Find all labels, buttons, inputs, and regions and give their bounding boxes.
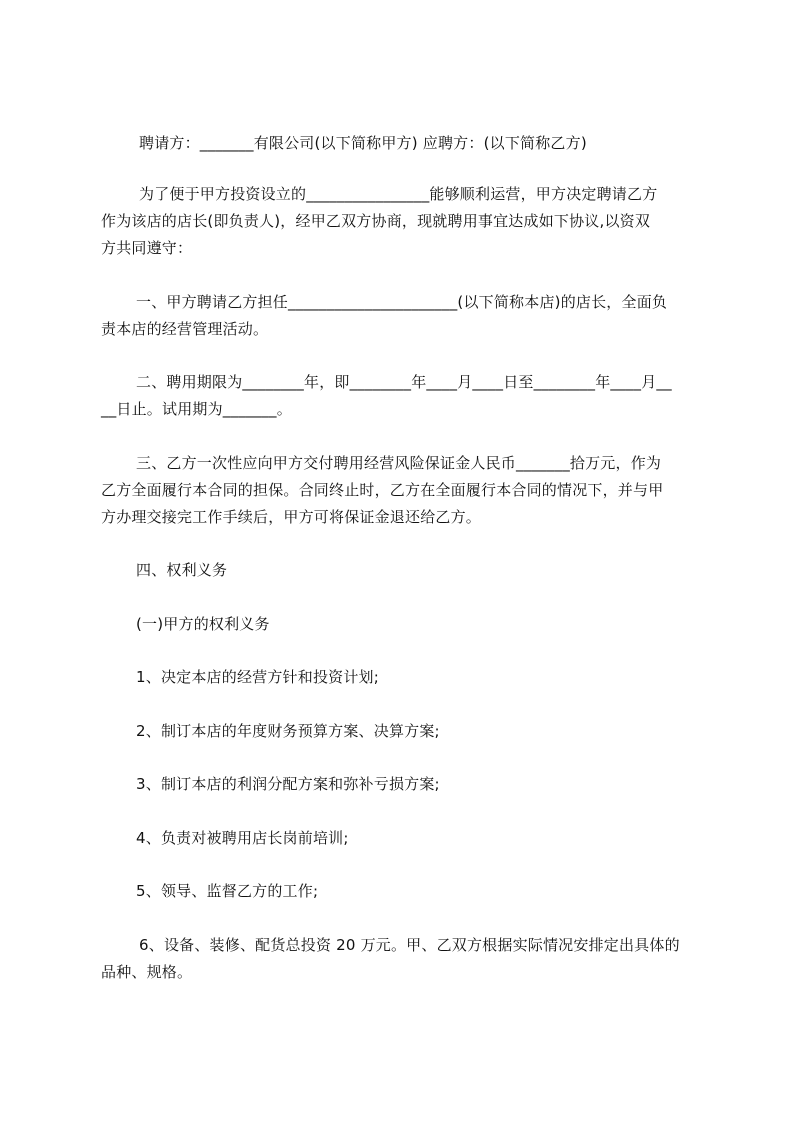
item-4: 4、负责对被聘用店长岗前培训; (136, 829, 349, 847)
intro-line-1: 为了便于甲方投资设立的________________能够顺利运营，甲方决定聘请乙方 (139, 185, 658, 203)
contract-parties-header: 聘请方：_______有限公司(以下简称甲方) 应聘方：(以下简称乙方) (139, 134, 587, 152)
intro-line-3: 方共同遵守： (101, 239, 193, 257)
item-3: 3、制订本店的利润分配方案和弥补亏损方案; (136, 775, 440, 793)
item-5: 5、领导、监督乙方的工作; (136, 882, 319, 900)
item-2: 2、制订本店的年度财务预算方案、决算方案; (136, 722, 440, 740)
clause-1-line-1: 一、甲方聘请乙方担任______________________(以下简称本店)的店长，全面负 (136, 293, 668, 311)
clause-3-line-1: 三、乙方一次性应向甲方交付聘用经营风险保证金人民币_______拾万元，作为 (136, 454, 662, 472)
subsection-1-title: (一)甲方的权利义务 (136, 615, 270, 633)
clause-1-line-2: 责本店的经营管理活动。 (101, 320, 269, 338)
clause-2-line-2: __日止。试用期为_______。 (101, 400, 292, 418)
section-4-title: 四、权利义务 (136, 561, 228, 579)
clause-2-line-1: 二、聘用期限为________年，即________年____月____日至________年____月__ (136, 373, 672, 391)
clause-3-line-2: 乙方全面履行本合同的担保。合同终止时，乙方在全面履行本合同的情况下，并与甲 (101, 481, 664, 499)
item-1: 1、决定本店的经营方针和投资计划; (136, 668, 379, 686)
clause-3-line-3: 方办理交接完工作手续后，甲方可将保证金退还给乙方。 (101, 508, 482, 526)
item-6-line-1: 6、设备、装修、配货总投资 20 万元。甲、乙双方根据实际情况安排定出具体的 (139, 936, 680, 954)
intro-line-2: 作为该店的店长(即负责人)，经甲乙双方协商，现就聘用事宜达成如下协议,以资双 (101, 212, 651, 230)
item-6-line-2: 品种、规格。 (101, 963, 193, 981)
